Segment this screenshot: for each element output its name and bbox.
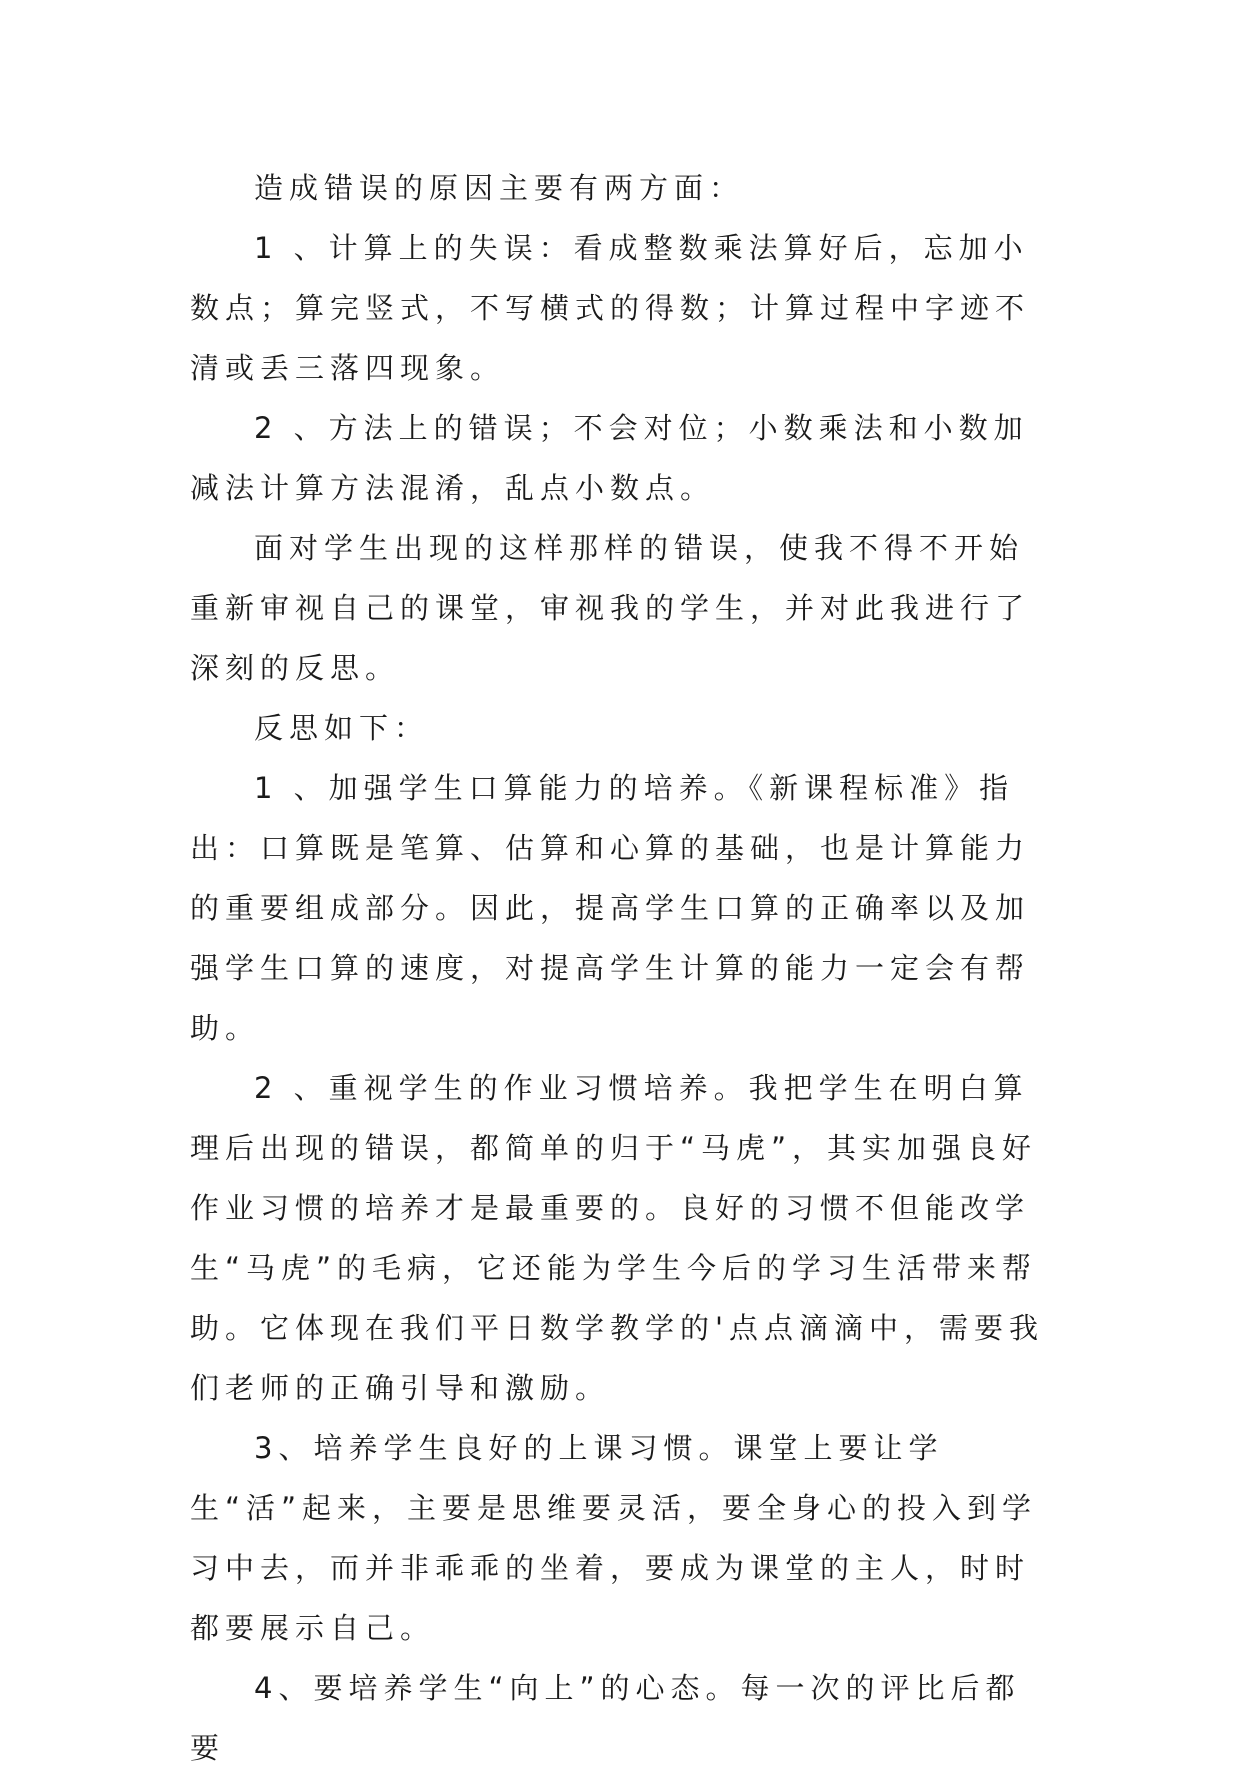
paragraph-class-habits: 3、培养学生良好的上课习惯。课堂上要让学生“活”起来，主要是思维要灵活，要全身心的投入到学习中去，而并非乖乖的坐着，要成为课堂的主人，时时都要展示自己。 bbox=[190, 1431, 1038, 1645]
paragraph-positive-attitude: 4、要培养学生“向上”的心态。每一次的评比后都要 bbox=[190, 1671, 1021, 1765]
paragraph-method-mistakes: 2 、方法上的错误；不会对位；小数乘法和小数加减法计算方法混淆，乱点小数点。 bbox=[190, 411, 1029, 505]
paragraph-homework-habits: 2 、重视学生的作业习惯培养。我把学生在明白算理后出现的错误，都简单的归于“马虎”，其实加强良好作业习惯的培养才是最重要的。良好的习惯不但能改学生“马虎”的毛病，它还能为学生今后的学习生活带来帮助。它体现在我们平日数学教学的'点点滴滴中，需要我们老师的正确引导和激励。 bbox=[190, 1071, 1044, 1405]
paragraph-calculation-mistakes: 1 、计算上的失误：看成整数乘法算好后，忘加小数点；算完竖式，不写横式的得数；计算过程中字迹不清或丢三落四现象。 bbox=[190, 231, 1031, 385]
paragraph-oral-calculation: 1 、加强学生口算能力的培养。《新课程标准》指出：口算既是笔算、估算和心算的基础，也是计算能力的重要组成部分。因此，提高学生口算的正确率以及加强学生口算的速度，对提高学生计算的能力一定会有帮助。 bbox=[190, 771, 1031, 1045]
paragraph-reflection-intro: 面对学生出现的这样那样的错误，使我不得不开始重新审视自己的课堂，审视我的学生，并对此我进行了深刻的反思。 bbox=[190, 531, 1031, 685]
document-body bbox=[190, 158, 1050, 1778]
paragraph-reflection-heading: 反思如下： bbox=[254, 711, 430, 745]
paragraph-error-causes-intro: 造成错误的原因主要有两方面： bbox=[254, 171, 745, 205]
